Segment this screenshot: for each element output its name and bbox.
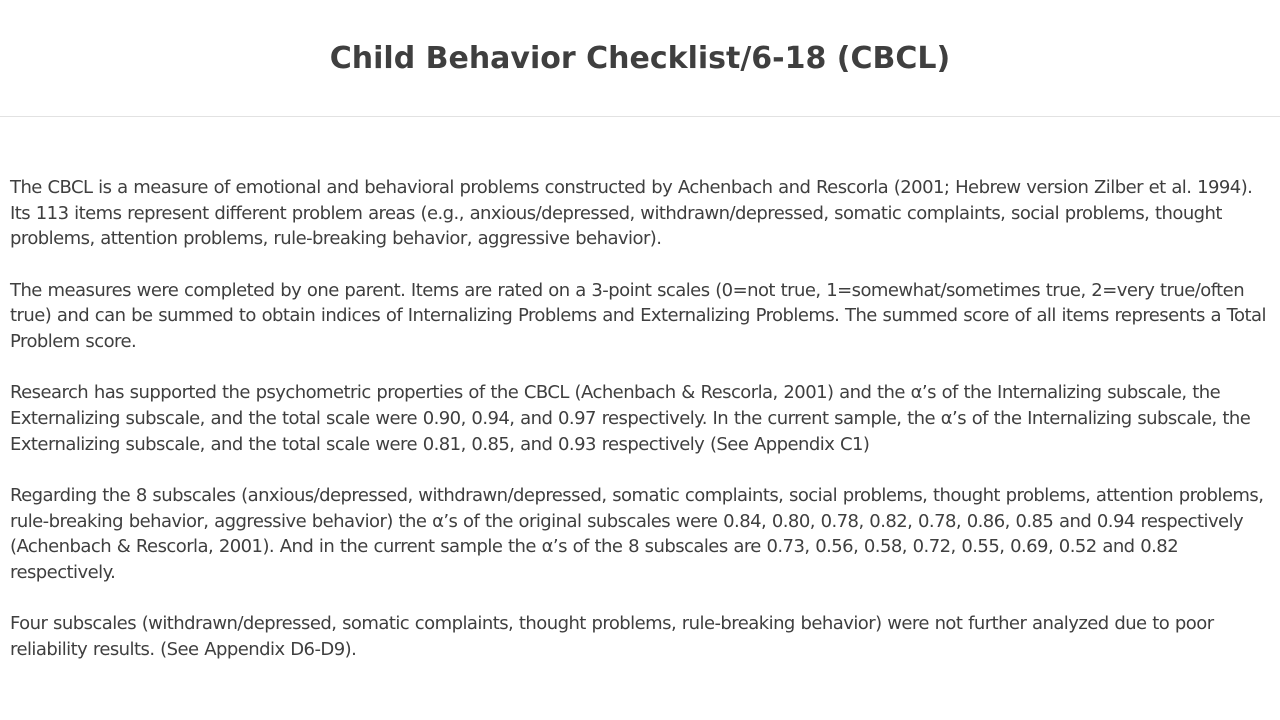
paragraph-psychometric-properties: Research has supported the psychometric properties of the CBCL (Achenbach & Rescorla, 2001) and the α’s of the Internalizing subscale, the Externalizing subscale, and the total scale were 0.90, 0.94, and 0.97 respectively. In the current sample, the α’s of the Internalizing subscale, the Externalizing subscale, and the total scale were 0.81, 0.85, and 0.93 respectively (See Appendix C1)	[10, 382, 1251, 455]
title-bar	[0, 0, 1280, 117]
paragraph-cbcl-description: The CBCL is a measure of emotional and behavioral problems constructed by Achenbach and Rescorla (2001; Hebrew version Zilber et al. 1994). Its 113 items represent different problem areas (e.g., anxious/depressed, withdrawn/depressed, somatic complaints, social problems, thought problems, attention problems, rule-breaking behavior, aggressive behavior).	[10, 177, 1253, 250]
paragraph-excluded-subscales: Four subscales (withdrawn/depressed, somatic complaints, thought problems, rule-breaking behavior) were not further analyzed due to poor reliability results. (See Appendix D6-D9).	[10, 613, 1214, 660]
page-title: Child Behavior Checklist/6-18 (CBCL)	[329, 41, 951, 76]
paragraph-rating-scale: The measures were completed by one parent. Items are rated on a 3-point scales (0=not true, 1=somewhat/sometimes true, 2=very true/often true) and can be summed to obtain indices of Internalizing Problems and Externalizing Problems. The summed score of all items represents a Total Problem score.	[10, 279, 1266, 353]
paragraph-subscale-reliability: Regarding the 8 subscales (anxious/depressed, withdrawn/depressed, somatic complaints, social problems, thought problems, attention problems, rule-breaking behavior, aggressive behavior) the α’s of the original subscales were 0.84, 0.80, 0.78, 0.82, 0.78, 0.86, 0.85 and 0.94 respectively (Achenbach & Rescorla, 2001). And in the current sample the α’s of the 8 subscales are 0.73, 0.56, 0.58, 0.72, 0.55, 0.69, 0.52 and 0.82 respectively.	[10, 484, 1264, 583]
body-text	[10, 175, 1272, 688]
